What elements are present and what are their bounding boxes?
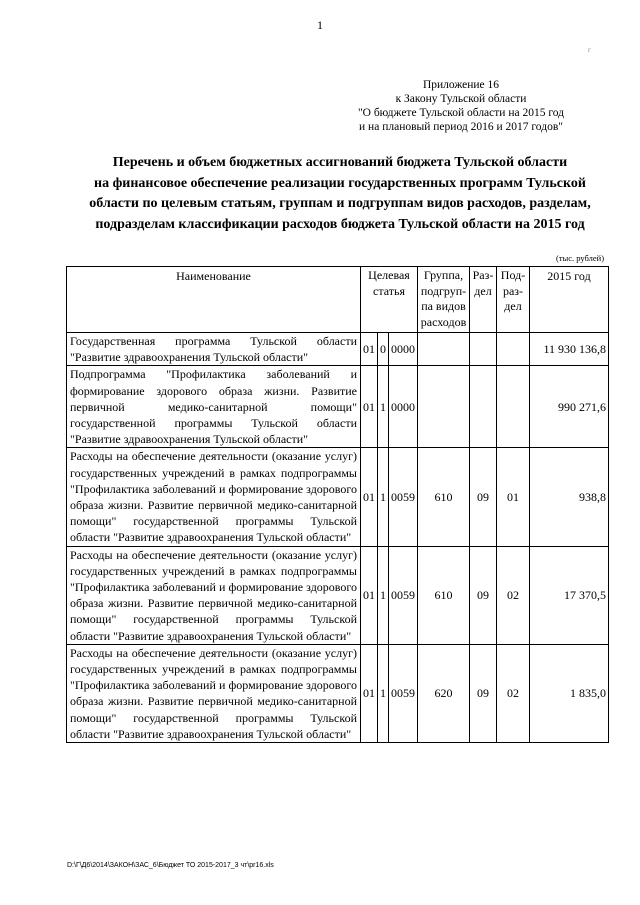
header-expense-group: Группа, подгруп-па видов расходов — [418, 267, 470, 333]
target-code-part1: 01 — [361, 644, 378, 742]
table-row — [67, 546, 609, 644]
expense-group — [418, 366, 470, 448]
target-code-part2: 1 — [378, 448, 389, 546]
table-row — [67, 366, 609, 448]
row-name: Расходы на обеспечение деятельности (оказание услуг) государственных учреждений в рамках подпрограммы "Профилактика заболеваний и формирование здорового образа жизни. Развитие первичной медико-санитарной помощи" государственной программы Тульской области "Развитие здравоохранения Тульской области" — [67, 448, 361, 546]
row-name: Подпрограмма "Профилактика заболеваний и формирование здорового образа жизни. Развитие первичной медико-санитарной помощи" государственной программы Тульской области "Развитие здравоохранения Тульской области" — [67, 366, 361, 448]
budget-table — [66, 266, 609, 743]
target-code-part1: 01 — [361, 333, 378, 366]
header-target-article: Целевая статья — [361, 267, 418, 333]
target-code-part3: 0000 — [389, 333, 418, 366]
section-code: 09 — [470, 546, 497, 644]
appendix-line: "О бюджете Тульской области на 2015 год — [357, 107, 565, 119]
title-line: Перечень и объем бюджетных ассигнований бюджета Тульской области — [112, 155, 568, 170]
appendix-line: и на плановый период 2016 и 2017 годов" — [359, 121, 563, 133]
subsection-code: 01 — [497, 448, 530, 546]
title-line: подразделам классификации расходов бюджета Тульской области на 2015 год — [95, 216, 585, 232]
row-name: Государственная программа Тульской области "Развитие здравоохранения Тульской области" — [67, 333, 361, 366]
expense-group: 620 — [418, 644, 470, 742]
amount-2015: 11 930 136,8 — [530, 333, 609, 366]
expense-group: 610 — [418, 448, 470, 546]
page-number: 1 — [317, 18, 323, 32]
target-code-part3: 0000 — [389, 366, 418, 448]
corner-mark: г — [588, 46, 591, 54]
section-code: 09 — [470, 644, 497, 742]
header-subsection: Под-раз-дел — [497, 267, 530, 333]
row-name: Расходы на обеспечение деятельности (оказание услуг) государственных учреждений в рамках подпрограммы "Профилактика заболеваний и формирование здорового образа жизни. Развитие первичной медико-санитарной помощи" государственной программы Тульской области "Развитие здравоохранения Тульской области" — [67, 546, 361, 644]
appendix-header — [330, 78, 592, 134]
target-code-part1: 01 — [361, 546, 378, 644]
table-row — [67, 448, 609, 546]
subsection-code — [497, 333, 530, 366]
amount-2015: 1 835,0 — [530, 644, 609, 742]
target-code-part2: 1 — [378, 366, 389, 448]
target-code-part3: 0059 — [389, 546, 418, 644]
target-code-part2: 1 — [378, 546, 389, 644]
document-title — [60, 153, 620, 235]
target-code-part3: 0059 — [389, 448, 418, 546]
subsection-code — [497, 366, 530, 448]
table-header-row — [67, 267, 609, 333]
title-line: на финансовое обеспечение реализации государственных программ Тульской — [94, 175, 586, 191]
target-code-part1: 01 — [361, 366, 378, 448]
amount-2015: 17 370,5 — [530, 546, 609, 644]
expense-group: 610 — [418, 546, 470, 644]
section-code — [470, 333, 497, 366]
table-row — [67, 333, 609, 366]
units-label: (тыс. рублей) — [556, 253, 605, 263]
amount-2015: 938,8 — [530, 448, 609, 546]
title-line: области по целевым статьям, группам и подгруппам видов расходов, разделам, — [89, 196, 591, 211]
target-code-part3: 0059 — [389, 644, 418, 742]
header-name: Наименование — [67, 267, 361, 333]
subsection-code: 02 — [497, 546, 530, 644]
appendix-line: к Закону Тульской области — [395, 93, 527, 105]
target-code-part2: 0 — [378, 333, 389, 366]
appendix-line: Приложение 16 — [422, 79, 500, 91]
row-name: Расходы на обеспечение деятельности (оказание услуг) государственных учреждений в рамках подпрограммы "Профилактика заболеваний и формирование здорового образа жизни. Развитие первичной медико-санитарной помощи" государственной программы Тульской области "Развитие здравоохранения Тульской области" — [67, 644, 361, 742]
section-code: 09 — [470, 448, 497, 546]
target-code-part2: 1 — [378, 644, 389, 742]
subsection-code: 02 — [497, 644, 530, 742]
file-path-footer: D:\Г\Д6\2014\ЗАКОН\ЗАС_6\Бюджет ТО 2015-2017_3 чт\pr16.xls — [67, 862, 274, 869]
table-row — [67, 644, 609, 742]
header-year: 2015 год — [530, 267, 609, 333]
header-section: Раз-дел — [470, 267, 497, 333]
amount-2015: 990 271,6 — [530, 366, 609, 448]
target-code-part1: 01 — [361, 448, 378, 546]
section-code — [470, 366, 497, 448]
expense-group — [418, 333, 470, 366]
